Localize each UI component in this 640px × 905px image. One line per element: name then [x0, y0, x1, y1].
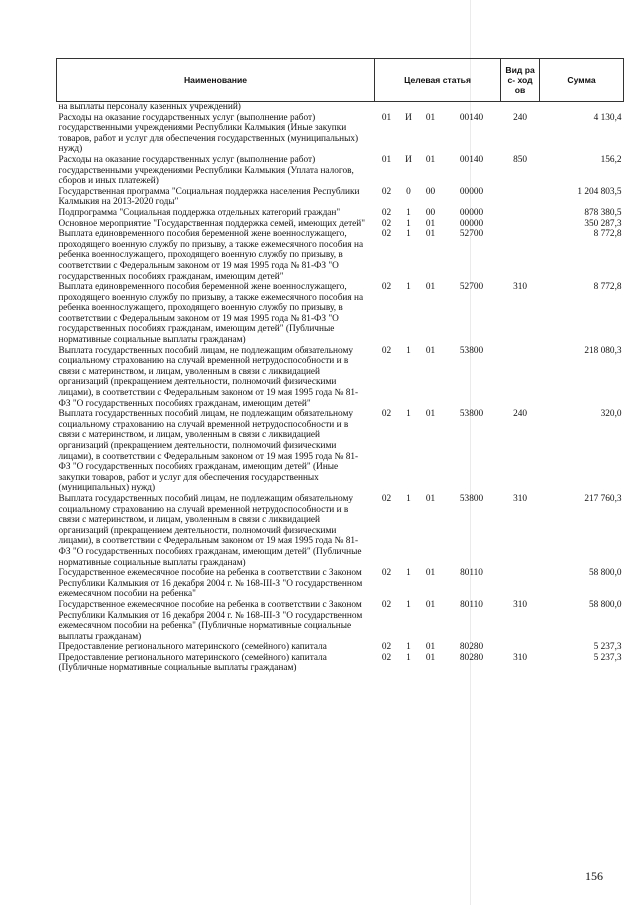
row-code-1: 02 — [381, 186, 392, 197]
row-name: Государственное ежемесячное пособие на ребенка в соответствии с Законом Республики Калмыкия от 16 декабря 2004 г. № 168-III-З "О государственном ежемесячном пособии на ребенка" (Публичные нормативные социальные выплаты гражданам) — [58, 599, 363, 642]
row-sum: 58 800,0 — [589, 568, 622, 579]
row-code-4: 80280 — [459, 642, 484, 653]
row-code-2: И — [405, 154, 412, 165]
row-sum: 218 080,3 — [584, 345, 622, 356]
row-code-3: 01 — [425, 112, 436, 123]
row-sum — [540, 102, 624, 113]
row-name: Государственная программа "Социальная поддержка населения Республики Калмыкия на 2013-2020 годы" — [58, 186, 360, 208]
row-expense-kind — [501, 208, 540, 219]
row-expense-kind: 850 — [513, 154, 528, 165]
header-name: Наименование — [57, 59, 375, 102]
row-sum: 1 204 803,5 — [577, 186, 622, 197]
row-code-1: 02 — [381, 493, 392, 504]
row-code-3: 01 — [425, 282, 436, 293]
row-expense-kind: 310 — [513, 493, 528, 504]
row-name: Выплата единовременного пособия беременной жене военнослужащего, проходящего военную службу по призыву, а также ежемесячного пособия на ребенка военнослужащего, проходящего военную службу по призыву, в соответствии с Федеральным законом от 19 мая 1995 года № 81-ФЗ "О государственных пособиях гражданам, имеющим детей" — [58, 229, 364, 282]
row-code-1: 02 — [381, 282, 392, 293]
table-row — [57, 653, 624, 674]
row-code-3: 01 — [425, 154, 436, 165]
header-sum: Сумма — [540, 59, 624, 102]
row-code-2: 1 — [406, 493, 411, 504]
row-code-3 — [419, 102, 443, 113]
row-code-2: 1 — [406, 218, 411, 229]
table-row — [57, 187, 624, 208]
row-expense-kind — [501, 568, 540, 600]
row-code-1: 01 — [381, 112, 392, 123]
row-expense-kind: 310 — [513, 282, 528, 293]
table-row — [57, 282, 624, 346]
table-row — [57, 219, 624, 230]
row-sum: 58 800,0 — [589, 599, 622, 610]
row-expense-kind: 240 — [513, 112, 528, 123]
table-row — [57, 346, 624, 410]
row-sum: 217 760,3 — [584, 493, 622, 504]
row-code-3: 01 — [425, 652, 436, 663]
row-code-4: 53800 — [459, 345, 484, 356]
row-code-3: 01 — [425, 229, 436, 240]
table-header — [57, 59, 624, 102]
row-code-1: 02 — [381, 345, 392, 356]
row-code-3: 01 — [425, 409, 436, 420]
table-row — [57, 113, 624, 155]
header-expense-kind-label: Вид рас- ходов — [505, 65, 535, 95]
row-code-4: 00000 — [459, 186, 484, 197]
row-expense-kind — [501, 642, 540, 653]
row-expense-kind: 240 — [513, 409, 528, 420]
row-name: Основное мероприятие "Государственная поддержка семей, имеющих детей" — [58, 218, 366, 229]
row-code-2: 1 — [406, 282, 411, 293]
budget-table — [56, 58, 624, 674]
row-code-2: 0 — [406, 186, 411, 197]
row-code-3: 01 — [425, 493, 436, 504]
row-code-4: 52700 — [459, 282, 484, 293]
row-code-2: 1 — [406, 642, 411, 653]
row-name: Выплата единовременного пособия беременной жене военнослужащего, проходящего военную службу по призыву, а также ежемесячного пособия на ребенка военнослужащего, проходящего военную службу по призыву, в соответствии с Федеральным законом от 19 мая 1995 года № 81-ФЗ "О государственных пособиях гражданам, имеющим детей" (Публичные нормативные социальные выплаты гражданам) — [58, 282, 364, 346]
row-name: Выплата государственных пособий лицам, не подлежащим обязательному социальному страхованию на случай временной нетрудоспособности и в связи с материнством, и лицам, уволенным в связи с ликвидацией организаций (прекращением деятельности, полномочий физическими лицами), в соответствии с Федеральным законом от 19 мая 1995 года № 81-ФЗ "О государственных пособиях гражданам, имеющим детей" — [58, 345, 359, 409]
row-code-4 — [443, 102, 501, 113]
table-body — [57, 102, 624, 675]
table-row — [57, 155, 624, 187]
row-code-2: И — [405, 112, 412, 123]
table-row — [57, 568, 624, 600]
row-code-2 — [399, 102, 419, 113]
table-row — [57, 409, 624, 494]
header-expense-kind — [501, 59, 540, 102]
row-code-4: 00000 — [459, 218, 484, 229]
row-expense-kind — [501, 219, 540, 230]
row-expense-kind — [501, 187, 540, 208]
row-sum: 5 237,3 — [593, 642, 622, 653]
header-target-article: Целевая статья — [375, 59, 501, 102]
row-code-1: 01 — [381, 154, 392, 165]
row-sum: 350 287,3 — [584, 218, 622, 229]
table-row — [57, 102, 624, 113]
row-code-2: 1 — [406, 207, 411, 218]
row-code-2: 1 — [406, 409, 411, 420]
row-expense-kind — [501, 346, 540, 410]
row-name: Предоставление регионального материнского (семейного) капитала (Публичные нормативные социальные выплаты гражданам) — [58, 652, 327, 674]
row-sum: 156,2 — [600, 154, 622, 165]
row-expense-kind — [501, 102, 540, 113]
row-expense-kind: 310 — [513, 652, 528, 663]
row-code-1: 02 — [381, 218, 392, 229]
row-code-1 — [375, 102, 399, 113]
row-code-4: 80110 — [460, 568, 483, 579]
row-name: Расходы на оказание государственных услуг (выполнение работ) государственными учреждениями Республики Калмыкия (Иные закупки товаров, работ и услуг для обеспечения государственных (муниципальных) нужд) — [58, 112, 359, 155]
row-expense-kind — [501, 229, 540, 282]
row-expense-kind: 310 — [513, 599, 528, 610]
row-code-4: 53800 — [459, 493, 484, 504]
row-code-4: 80110 — [460, 599, 483, 610]
row-code-3: 00 — [425, 186, 436, 197]
row-name: на выплаты персоналу казенных учреждений) — [58, 102, 241, 112]
row-code-1: 02 — [381, 599, 392, 610]
row-code-4: 52700 — [459, 229, 484, 240]
row-name: Предоставление регионального материнского (семейного) капитала — [58, 642, 327, 653]
table-row — [57, 229, 624, 282]
budget-document — [56, 58, 623, 674]
row-code-4: 00000 — [459, 207, 484, 218]
table-row — [57, 600, 624, 642]
row-code-2: 1 — [406, 568, 411, 579]
row-code-1: 02 — [381, 642, 392, 653]
row-code-2: 1 — [406, 345, 411, 356]
page-number: 156 — [585, 869, 603, 883]
row-code-4: 80280 — [459, 652, 484, 663]
row-code-3: 01 — [425, 345, 436, 356]
row-code-3: 01 — [425, 218, 436, 229]
row-sum: 4 130,4 — [593, 112, 622, 123]
row-sum: 320,0 — [600, 409, 622, 420]
row-code-1: 02 — [381, 207, 392, 218]
row-code-4: 00140 — [459, 112, 484, 123]
row-name: Подпрограмма "Социальная поддержка отдельных категорий граждан" — [58, 207, 341, 218]
table-row — [57, 494, 624, 568]
row-name: Государственное ежемесячное пособие на ребенка в соответствии с Законом Республики Калмыкия от 16 декабря 2004 г. № 168-III-З "О государственном ежемесячном пособии на ребенка" — [58, 568, 363, 600]
row-code-3: 01 — [425, 642, 436, 653]
row-code-1: 02 — [381, 652, 392, 663]
row-code-1: 02 — [381, 409, 392, 420]
row-name: Расходы на оказание государственных услуг (выполнение работ) государственными учреждениями Республики Калмыкия (Уплата налогов, сборов и иных платежей) — [58, 154, 354, 187]
row-code-2: 1 — [406, 652, 411, 663]
row-code-4: 00140 — [459, 154, 484, 165]
row-code-3: 01 — [425, 599, 436, 610]
row-code-3: 01 — [425, 568, 436, 579]
row-name: Выплата государственных пособий лицам, не подлежащим обязательному социальному страхованию на случай временной нетрудоспособности и в связи с материнством, и лицам, уволенным в связи с ликвидацией организаций (прекращением деятельности, полномочий физическими лицами), в соответствии с Федеральным законом от 19 мая 1995 года № 81-ФЗ "О государственных пособиях гражданам, имеющим детей" (Публичные нормативные социальные выплаты гражданам) — [58, 493, 362, 568]
row-sum: 8 772,8 — [593, 282, 622, 293]
row-code-2: 1 — [406, 599, 411, 610]
row-name: Выплата государственных пособий лицам, не подлежащим обязательному социальному страхованию на случай временной нетрудоспособности и в связи с материнством, и лицам, уволенным в связи с ликвидацией организаций (прекращением деятельности, полномочий физическими лицами), в соответствии с Федеральным законом от 19 мая 1995 года № 81-ФЗ "О государственных пособиях гражданам, имеющим детей" (Иные закупки товаров, работ и услуг для обеспечения государственных (муниципальных) нужд) — [58, 409, 359, 494]
row-sum: 5 237,3 — [593, 652, 622, 663]
row-code-4: 53800 — [459, 409, 484, 420]
row-code-2: 1 — [406, 229, 411, 240]
table-row — [57, 208, 624, 219]
row-sum: 878 380,5 — [584, 207, 622, 218]
row-code-3: 00 — [425, 207, 436, 218]
table-row — [57, 642, 624, 653]
row-code-1: 02 — [381, 229, 392, 240]
row-sum: 8 772,8 — [593, 229, 622, 240]
row-code-1: 02 — [381, 568, 392, 579]
